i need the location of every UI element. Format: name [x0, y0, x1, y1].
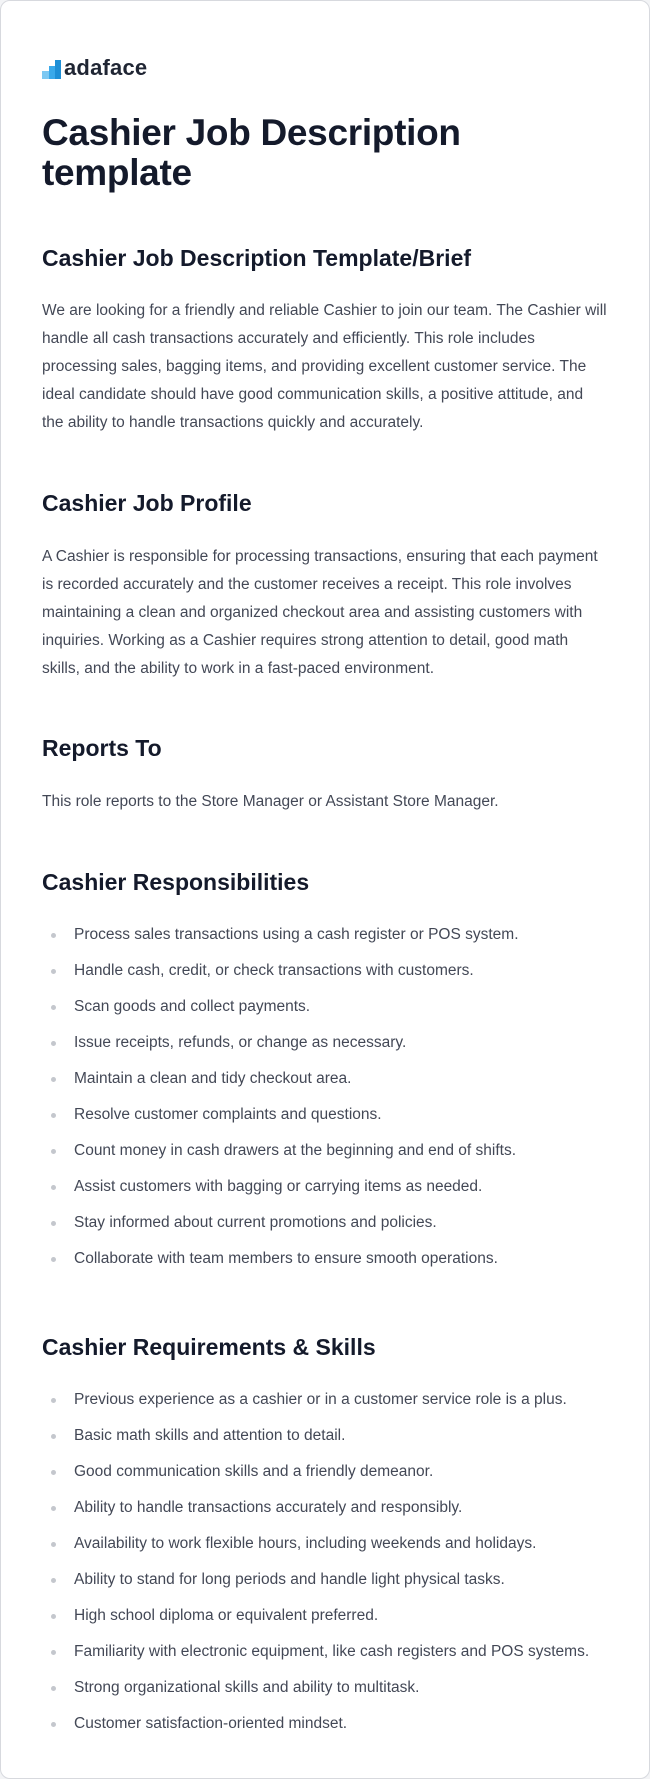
document-content: [1, 1, 649, 1746]
bullet-icon: [51, 1434, 56, 1439]
list-item: [42, 1209, 608, 1245]
bullet-icon: [51, 1578, 56, 1583]
list-item-text: Process sales transactions using a cash register or POS system.: [74, 926, 519, 943]
list-item: [42, 1674, 608, 1710]
list-item-text: Maintain a clean and tidy checkout area.: [74, 1070, 352, 1087]
responsibilities-list: [42, 921, 608, 1281]
section-heading: Cashier Responsibilities: [42, 869, 310, 895]
list-item: [42, 1458, 608, 1494]
bullet-icon: [51, 1614, 56, 1619]
list-item-text: Stay informed about current promotions and policies.: [74, 1214, 437, 1231]
bullet-icon: [51, 1650, 56, 1655]
list-item: [42, 1065, 608, 1101]
bullet-icon: [51, 1221, 56, 1226]
section-heading: Cashier Job Description Template/Brief: [42, 245, 472, 271]
list-item-text: Basic math skills and attention to detail.: [74, 1427, 346, 1444]
list-item-text: Ability to stand for long periods and handle light physical tasks.: [74, 1571, 505, 1588]
list-item: [42, 1638, 608, 1674]
bullet-icon: [51, 1398, 56, 1403]
bullet-icon: [51, 1041, 56, 1046]
list-item-text: Ability to handle transactions accurately and responsibly.: [74, 1499, 463, 1516]
requirements-list: [42, 1386, 608, 1746]
section-body: A Cashier is responsible for processing transactions, ensuring that each payment is recorded accurately and the customer receives a receipt. This role involves maintaining a clean and organized checkout area and assisting customers with inquiries. Working as a Cashier requires strong attention to detail, good math skills, and the ability to work in a fast-paced environment.: [42, 548, 598, 677]
section-body: This role reports to the Store Manager or Assistant Store Manager.: [42, 793, 499, 810]
list-item-text: Familiarity with electronic equipment, like cash registers and POS systems.: [74, 1643, 590, 1660]
list-item: [42, 1530, 608, 1566]
list-item-text: Strong organizational skills and ability to multitask.: [74, 1679, 420, 1696]
section-brief: [42, 243, 608, 437]
list-item-text: Handle cash, credit, or check transactions with customers.: [74, 962, 474, 979]
bullet-icon: [51, 1185, 56, 1190]
bullet-icon: [51, 1686, 56, 1691]
bullet-icon: [51, 1722, 56, 1727]
adaface-logo-icon: [42, 60, 61, 79]
list-item: [42, 1494, 608, 1530]
list-item: [42, 1029, 608, 1065]
list-item: [42, 1173, 608, 1209]
list-item: [42, 1245, 608, 1281]
list-item: [42, 1101, 608, 1137]
bullet-icon: [51, 1149, 56, 1154]
list-item-text: Resolve customer complaints and questions.: [74, 1106, 382, 1123]
list-item-text: Count money in cash drawers at the beginning and end of shifts.: [74, 1142, 517, 1159]
bullet-icon: [51, 1542, 56, 1547]
list-item: [42, 921, 608, 957]
list-item-text: Issue receipts, refunds, or change as necessary.: [74, 1034, 407, 1051]
section-heading: Cashier Job Profile: [42, 490, 252, 516]
list-item: [42, 1137, 608, 1173]
bullet-icon: [51, 1470, 56, 1475]
bullet-icon: [51, 1506, 56, 1511]
list-item-text: Assist customers with bagging or carrying items as needed.: [74, 1178, 483, 1195]
section-heading: Cashier Requirements & Skills: [42, 1334, 376, 1360]
section-requirements: [42, 1332, 608, 1746]
list-item-text: Customer satisfaction-oriented mindset.: [74, 1715, 348, 1732]
list-item-text: Availability to work flexible hours, including weekends and holidays.: [74, 1535, 537, 1552]
section-reports-to: [42, 733, 608, 816]
bullet-icon: [51, 1005, 56, 1010]
list-item-text: High school diploma or equivalent preferred.: [74, 1607, 379, 1624]
bullet-icon: [51, 1113, 56, 1118]
list-item-text: Previous experience as a cashier or in a customer service role is a plus.: [74, 1391, 567, 1408]
bullet-icon: [51, 969, 56, 974]
bullet-icon: [51, 1077, 56, 1082]
list-item: [42, 1422, 608, 1458]
list-item: [42, 957, 608, 993]
list-item-text: Collaborate with team members to ensure smooth operations.: [74, 1250, 498, 1267]
section-responsibilities: [42, 867, 608, 1281]
list-item: [42, 1386, 608, 1422]
list-item: [42, 1710, 608, 1746]
list-item: [42, 1566, 608, 1602]
bullet-icon: [51, 933, 56, 938]
brand-name: adaface: [64, 55, 148, 80]
page-title: Cashier Job Description template: [42, 112, 461, 193]
list-item-text: Good communication skills and a friendly demeanor.: [74, 1463, 434, 1480]
section-heading: Reports To: [42, 735, 162, 761]
bullet-icon: [51, 1257, 56, 1262]
section-body: We are looking for a friendly and reliable Cashier to join our team. The Cashier will handle all cash transactions accurately and efficiently. This role includes processing sales, bagging items, and providing excellent customer service. The ideal candidate should have good communication skills, a positive attitude, and the ability to handle transactions quickly and accurately.: [42, 302, 607, 431]
section-profile: [42, 488, 608, 683]
list-item: [42, 993, 608, 1029]
list-item: [42, 1602, 608, 1638]
brand-logo[interactable]: [42, 53, 608, 83]
list-item-text: Scan goods and collect payments.: [74, 998, 311, 1015]
